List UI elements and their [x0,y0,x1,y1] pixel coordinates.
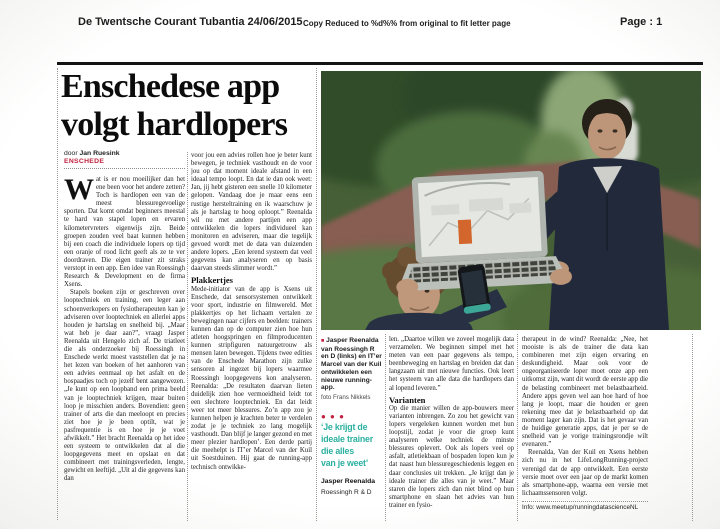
paragraph: therapeut in de wind? Reenalda: „Nee, het mooiste is als de trainer die data kan combineren met zijn eigen ervaring en deskundigheid. Maar ook voor de ongeorganiseerde loper moet onze app een uitkomst zijn, want dit wordt de eerste app die de belasting combineert met belastbaarheid. Andere apps geven wel aan hoe hard of hoe lang je loopt, maar die houden er geen rekening mee dat je belastbaarheid op dat moment lager kan zijn. Dat is het gevaar van de huidige generatie apps, dat je per se de snelheid van je vorige trainingsrondje wilt evenaren.” [522,336,648,449]
pull-quote-org: Roessingh R & D [321,489,372,496]
subhead-plakkertjes: Plakkertjes [191,275,234,286]
body-column-3 [389,336,514,522]
article-headline [61,68,317,144]
photo-credit: foto Frans Nikkels [321,393,371,401]
body-column-1 [64,176,185,522]
info-rule [522,501,648,512]
paragraph: Stapels boeken zijn er geschreven over looptechniek en training, een leger aan schoenverkopers en fysiotherapeuten kan je adviseren over looptechniek en allerlei apps houden je hartslag en snelheid bij. „Maar wat heb je daar aan?”, vraagt Jasper Reenalda uit Hengelo zich af. De triatleet die als onderzoeker bij Roessingh in Enschede werkt moest vaststellen dat je na het lezen van boeken of het aanhoren van een advies eenmaal op het asfalt en de bospaadjes toch op jezelf bent aangewezen. „Je kunt op een loopband een prima beeld van je looptechniek krijgen, maar buiten loop je misschien anders. Bovendien: geen trainer of arts die dan meeloopt en precies ziet hoe je je been optilt, wat je pasfrequentie is en hoe je je voet afwikkelt.” Het bracht Reenalda op het idee een systeem te ontwikkelen dat al die loopgegevens meet en opslaat en dat combineert met trainingsverleden, lengte, gewicht en leeftijd. „Uit al die gegevens kan dan [64,289,185,483]
paragraph-text: at is er nou moeilijker dan het ene been voor het andere zetten? Toch is hardlopen een van de meest blessuregevoelige sporten. Dat komt omdat beginners meestal te hard van stapel lopen en ervaren kilometervreters eigenwijs zijn. Beide groepen zouden veel baat kunnen hebben bij een coach die individuele lopers op tijd een oranje of rood licht geeft als ze te ver doordraven. Die eigen trainer zit straks verstopt in een app. Een idee van Roessingh Research & Development en de firma Xsens. [64,176,185,289]
body-column-2 [191,152,312,522]
paragraph: Op die manier willen de app-bouwers meer varianten inbrengen. Zo zou het gewicht van lopers vergeleken kunnen worden met hun loopstijl, zodat je voor die groep kunt analyseren welke techniek de minste blessures oplevert. Ook als lopers veel op asfalt, atletiekbaan of bospaden lopen kun je dat naast hun blessuregeschiedenis leggen en daar conclusies uit trekken. „Je krijgt dan je ideale trainer die alles van je weet.” Maar staren die lopers zich dan niet blind op hun smartphone en slaan het advies van hun trainer en fysio- [389,404,514,509]
paragraph: voor jou een advies rollen hoe je beter kunt bewegen, je techniek vasthoudt en de voor jou op dat moment ideale afstand in een ideaal tempo loopt. En dat ie dan ook weet: Jan, jij hebt gisteren een snelle 10 kilometer gelopen. Vandaag doe je maar eens een rustige hersteltraining en ik waarschuw je als je hartslag te hoog oploopt.” Reenalda wil nu met andere partijen een app ontwikkelen die lopers individueel kan monitoren en adviseren, maar die tegelijk gevoed wordt met de data van duizenden andere lopers. „Een lerend systeem dat veel gegevens kan analyseren en op basis daarvan steeds slimmer wordt.” [191,152,312,273]
photo-caption-block [321,337,383,401]
header-reduction-note: Copy Reduced to %d%% from original to fit letter page [303,19,511,28]
pull-quote-line: ideale trainer [321,434,373,444]
header-publication-date: De Twentsche Courant Tubantia 24/06/2015 [78,16,303,28]
headline-line-2: volgt hardlopers [61,106,288,143]
column-rule-left-edge [57,68,58,520]
article-top-rule [57,62,703,65]
dateline: ENSCHEDE [64,158,105,165]
headline-line-1: Enschedese app [61,68,280,105]
info-line: Info: www.meetup/runningdatascienceNL [522,503,639,511]
column-rule-3-4 [517,334,518,521]
column-rule-right-edge [692,334,693,521]
pull-quote-dots-icon: ● ● ● [321,412,345,421]
paragraph: len. „Daartoe willen we zoveel mogelijk data verzamelen. We beginnen simpel met het meten van een paar gegevens als tempo, beenbeweging en hartslag en breiden dat dan langzaam uit met nieuwe functies. Ook leert het systeem van alle data die hardlopers dan al lopend leveren.” [389,336,514,392]
photo-caption [321,337,383,392]
photo-illustration [321,71,701,330]
byline-prefix: door [64,150,78,157]
column-rule-1-2 [187,152,188,521]
pull-quote-block [321,412,387,496]
pull-quote-author: Jasper Reenalda [321,478,376,485]
subhead-varianten: Varianten [389,394,426,405]
byline [64,150,185,157]
byline-author: Jan Ruesink [79,150,120,157]
paragraph: Mede-initiator van de app is Xsens uit Enschede, dat sensorsystemen ontwikkelt voor sport, industrie en filmwereld. Met plakkertjes op het lichaam vertalen ze bewegingen naar cijfers en beelden: trainers kunnen dan op de computer zien hoe hun atleten hoogspringen en filmproducenten kunnen stripfiguren natuurgetrouw als mensen laten bewegen. Tijdens twee edities van de Enschede Marathon zijn zulke sensoren al ingezet bij lopers waarmee Roessingh loopgegevens kon analyseren. Reenalda: „De resultaten daarvan lieten duidelijk zien hoe vermoeidheid leidt tot een slechtere looptechniek. En dat leidt weer tot meer blessures. Zo’n app zou je kunnen helpen je krachten beter te verdelen zodat je je techniek zo lang mogelijk vasthoudt. Dan blijf je langer gezond en met meer plezier hardlopen’. Een derde partij die meehelpt is IT’er Marcel van der Kuil uit Soestduinen. Hij gaat de running-app technisch ontwikke- [191,285,312,471]
body-column-4 [522,336,648,522]
byline-block [64,150,185,169]
article-photo [321,71,701,330]
header-page-number: Page : 1 [620,16,663,28]
byline-rule [64,168,185,169]
pull-quote-line: ‘Je krijgt de [321,422,368,432]
paragraph: Reenalda, Van der Kuil en Xsens hebben zich nu in het LifeLongRunning-project verenigd dat de app ontwikkelt. Een eerste versie moet over een jaar op de markt komen als smartphone-app, waarna een versie met lichaamssensoren volgt. [522,449,648,497]
pull-quote-line: van je weet’ [321,458,368,468]
drop-cap: W [64,176,94,206]
pull-quote-line: die alles [321,446,354,456]
paragraph [64,176,185,289]
caption-text: Jasper Reenalda van Roessingh R en D (links) en IT’er Marcel van der Kuil ontwikkelen een nieuwe running-app. [321,337,382,392]
caption-bullet-icon: ■ [321,338,325,344]
